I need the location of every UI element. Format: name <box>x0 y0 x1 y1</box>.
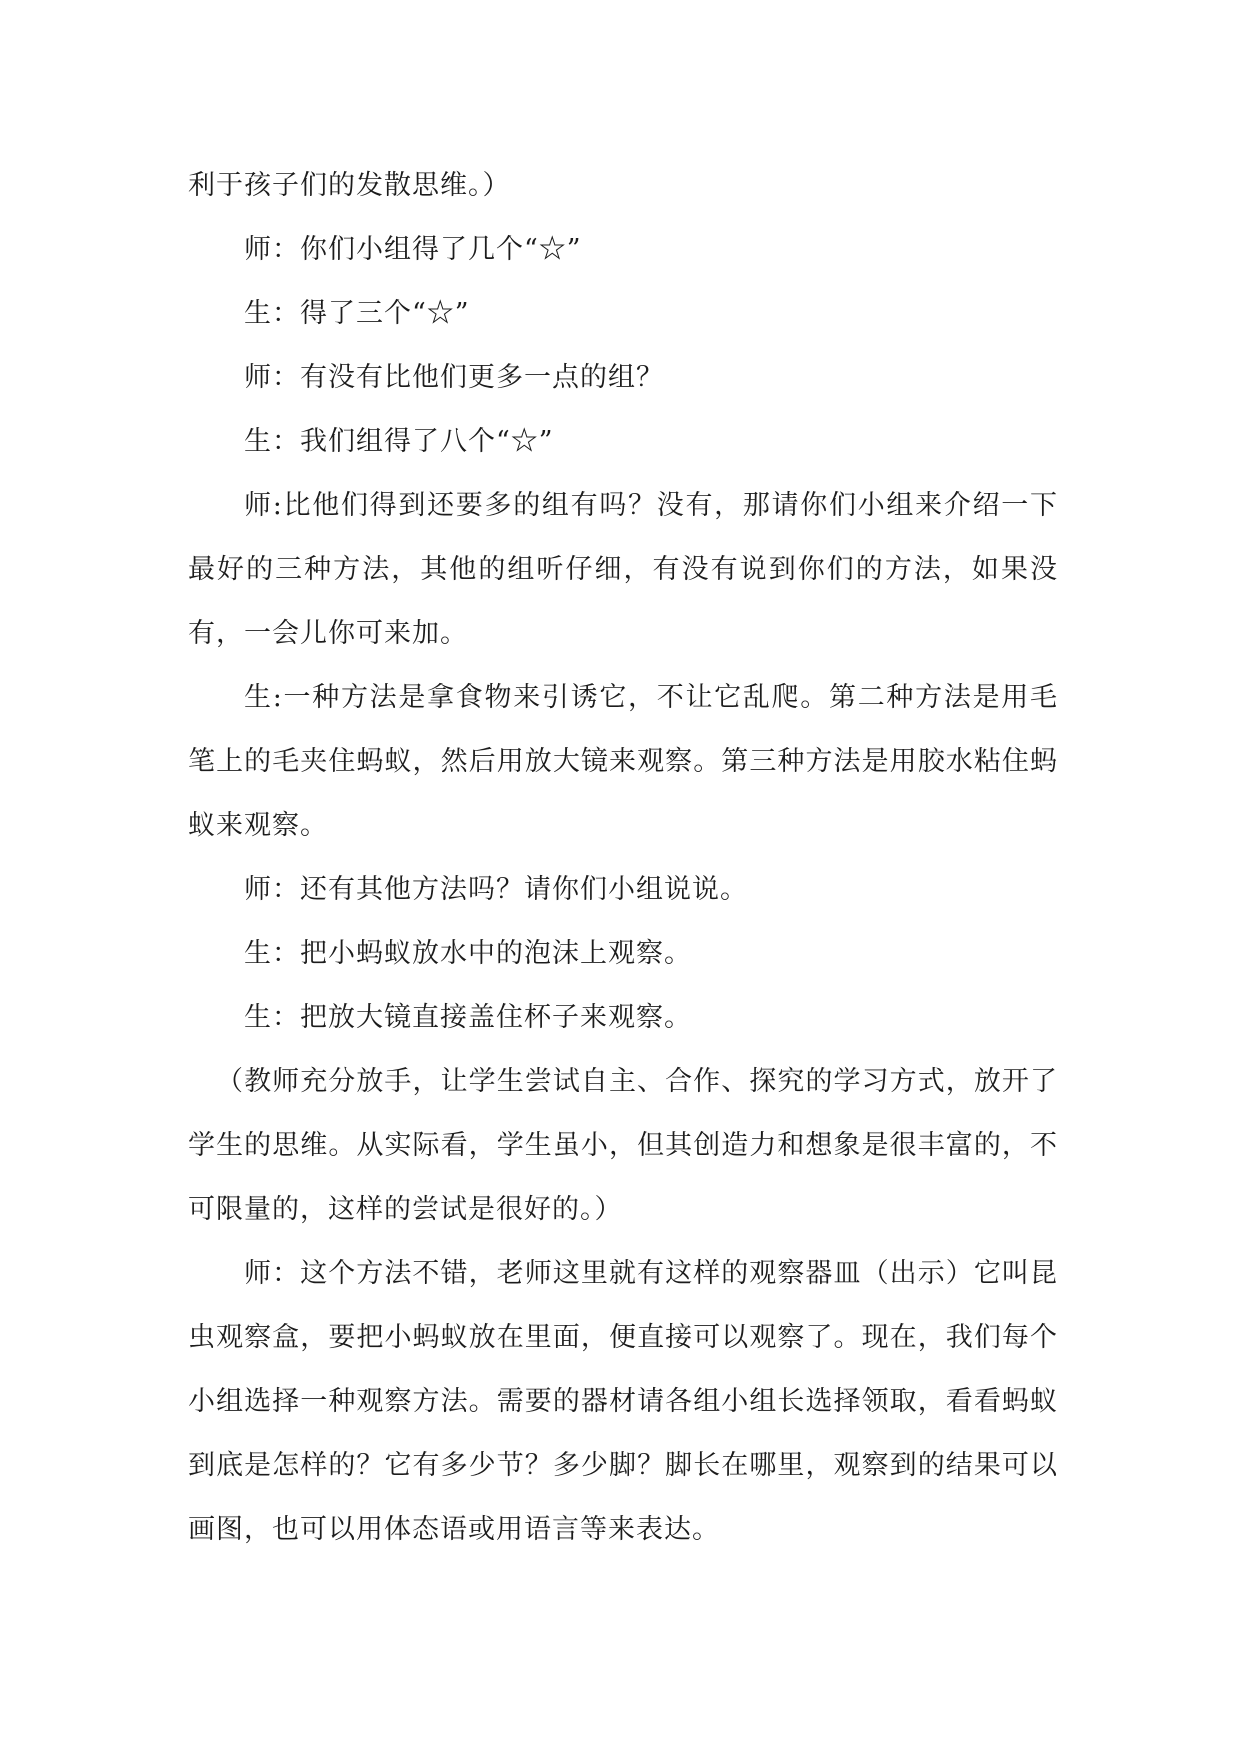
paragraph: 利于孩子们的发散思维。） <box>188 170 511 201</box>
paragraph: 师：这个方法不错，老师这里就有这样的观察器皿（出示）它叫昆虫观察盒，要把小蚂蚁放在里面，便直接可以观察了。现在，我们每个小组选择一种观察方法。需要的器材请各组小组长选择领取，看看蚂蚁到底是怎样的？它有多少节？多少脚？脚长在哪里，观察到的结果可以画图，也可以用体态语或用语言等来表达。 <box>188 1258 1058 1545</box>
paragraph: 生：我们组得了八个“☆” <box>244 426 554 457</box>
paragraph: 生：把小蚂蚁放水中的泡沫上观察。 <box>244 938 692 969</box>
paragraph: 师：你们小组得了几个“☆” <box>244 234 582 265</box>
paragraph: 生:一种方法是拿食物来引诱它，不让它乱爬。第二种方法是用毛笔上的毛夹住蚂蚁，然后用放大镜来观察。第三种方法是用胶水粘住蚂蚁来观察。 <box>188 682 1058 841</box>
paragraph: 生：得了三个“☆” <box>244 298 470 329</box>
paragraph: 师：有没有比他们更多一点的组？ <box>244 362 664 393</box>
paragraph: （教师充分放手，让学生尝试自主、合作、探究的学习方式，放开了学生的思维。从实际看，学生虽小，但其创造力和想象是很丰富的，不可限量的，这样的尝试是很好的。） <box>188 1066 1058 1225</box>
paragraph: 生：把放大镜直接盖住杯子来观察。 <box>244 1002 692 1033</box>
paragraph: 师：还有其他方法吗？请你们小组说说。 <box>244 874 748 905</box>
paragraph: 师:比他们得到还要多的组有吗？没有，那请你们小组来介绍一下最好的三种方法，其他的组听仔细，有没有说到你们的方法，如果没有，一会儿你可来加。 <box>188 490 1058 649</box>
document-body <box>188 154 1058 1562</box>
